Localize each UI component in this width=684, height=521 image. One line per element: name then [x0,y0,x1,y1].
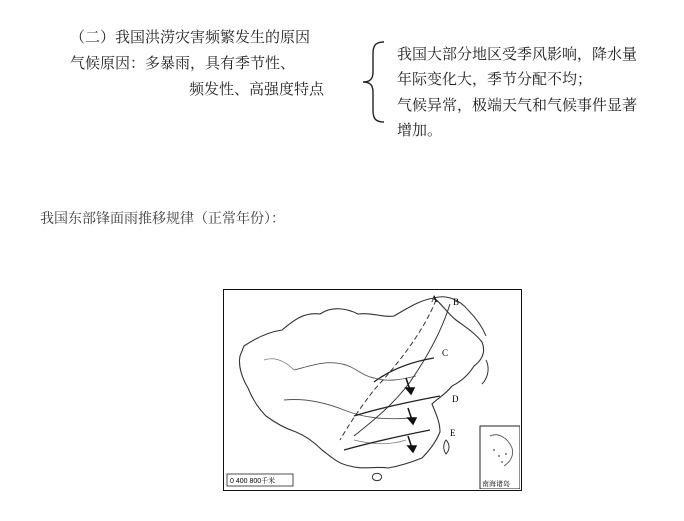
label-a: A [431,294,438,304]
label-e: E [450,428,456,438]
climate-cause-line1: 气候原因：多暴雨，具有季节性、 [70,54,296,72]
reason-line3: 气候异常，极端天气和气候事件显著 [397,96,638,114]
china-outline [239,298,483,468]
frontal-rain-subtitle: 我国东部锋面雨推移规律（正常年份）： [40,211,285,227]
map-scale: 0 400 800千米 [230,478,276,485]
curly-brace-icon [360,40,390,124]
section-heading: （二）我国洪涝灾害频繁发生的原因 [70,28,311,46]
reason-line2: 年际变化大，季节分配不均； [397,70,593,88]
reason-line4: 增加。 [397,121,443,139]
label-b: B [453,297,460,307]
label-c: C [442,348,449,358]
label-d: D [452,394,459,404]
reason-line1: 我国大部分地区受季风影响，降水量 [397,45,638,63]
frontal-rain-map [223,289,522,491]
map-drawing [224,290,520,489]
climate-cause-line2: 频发性、高强度特点 [189,80,325,98]
inset-label: 南海诸岛 [482,480,510,488]
